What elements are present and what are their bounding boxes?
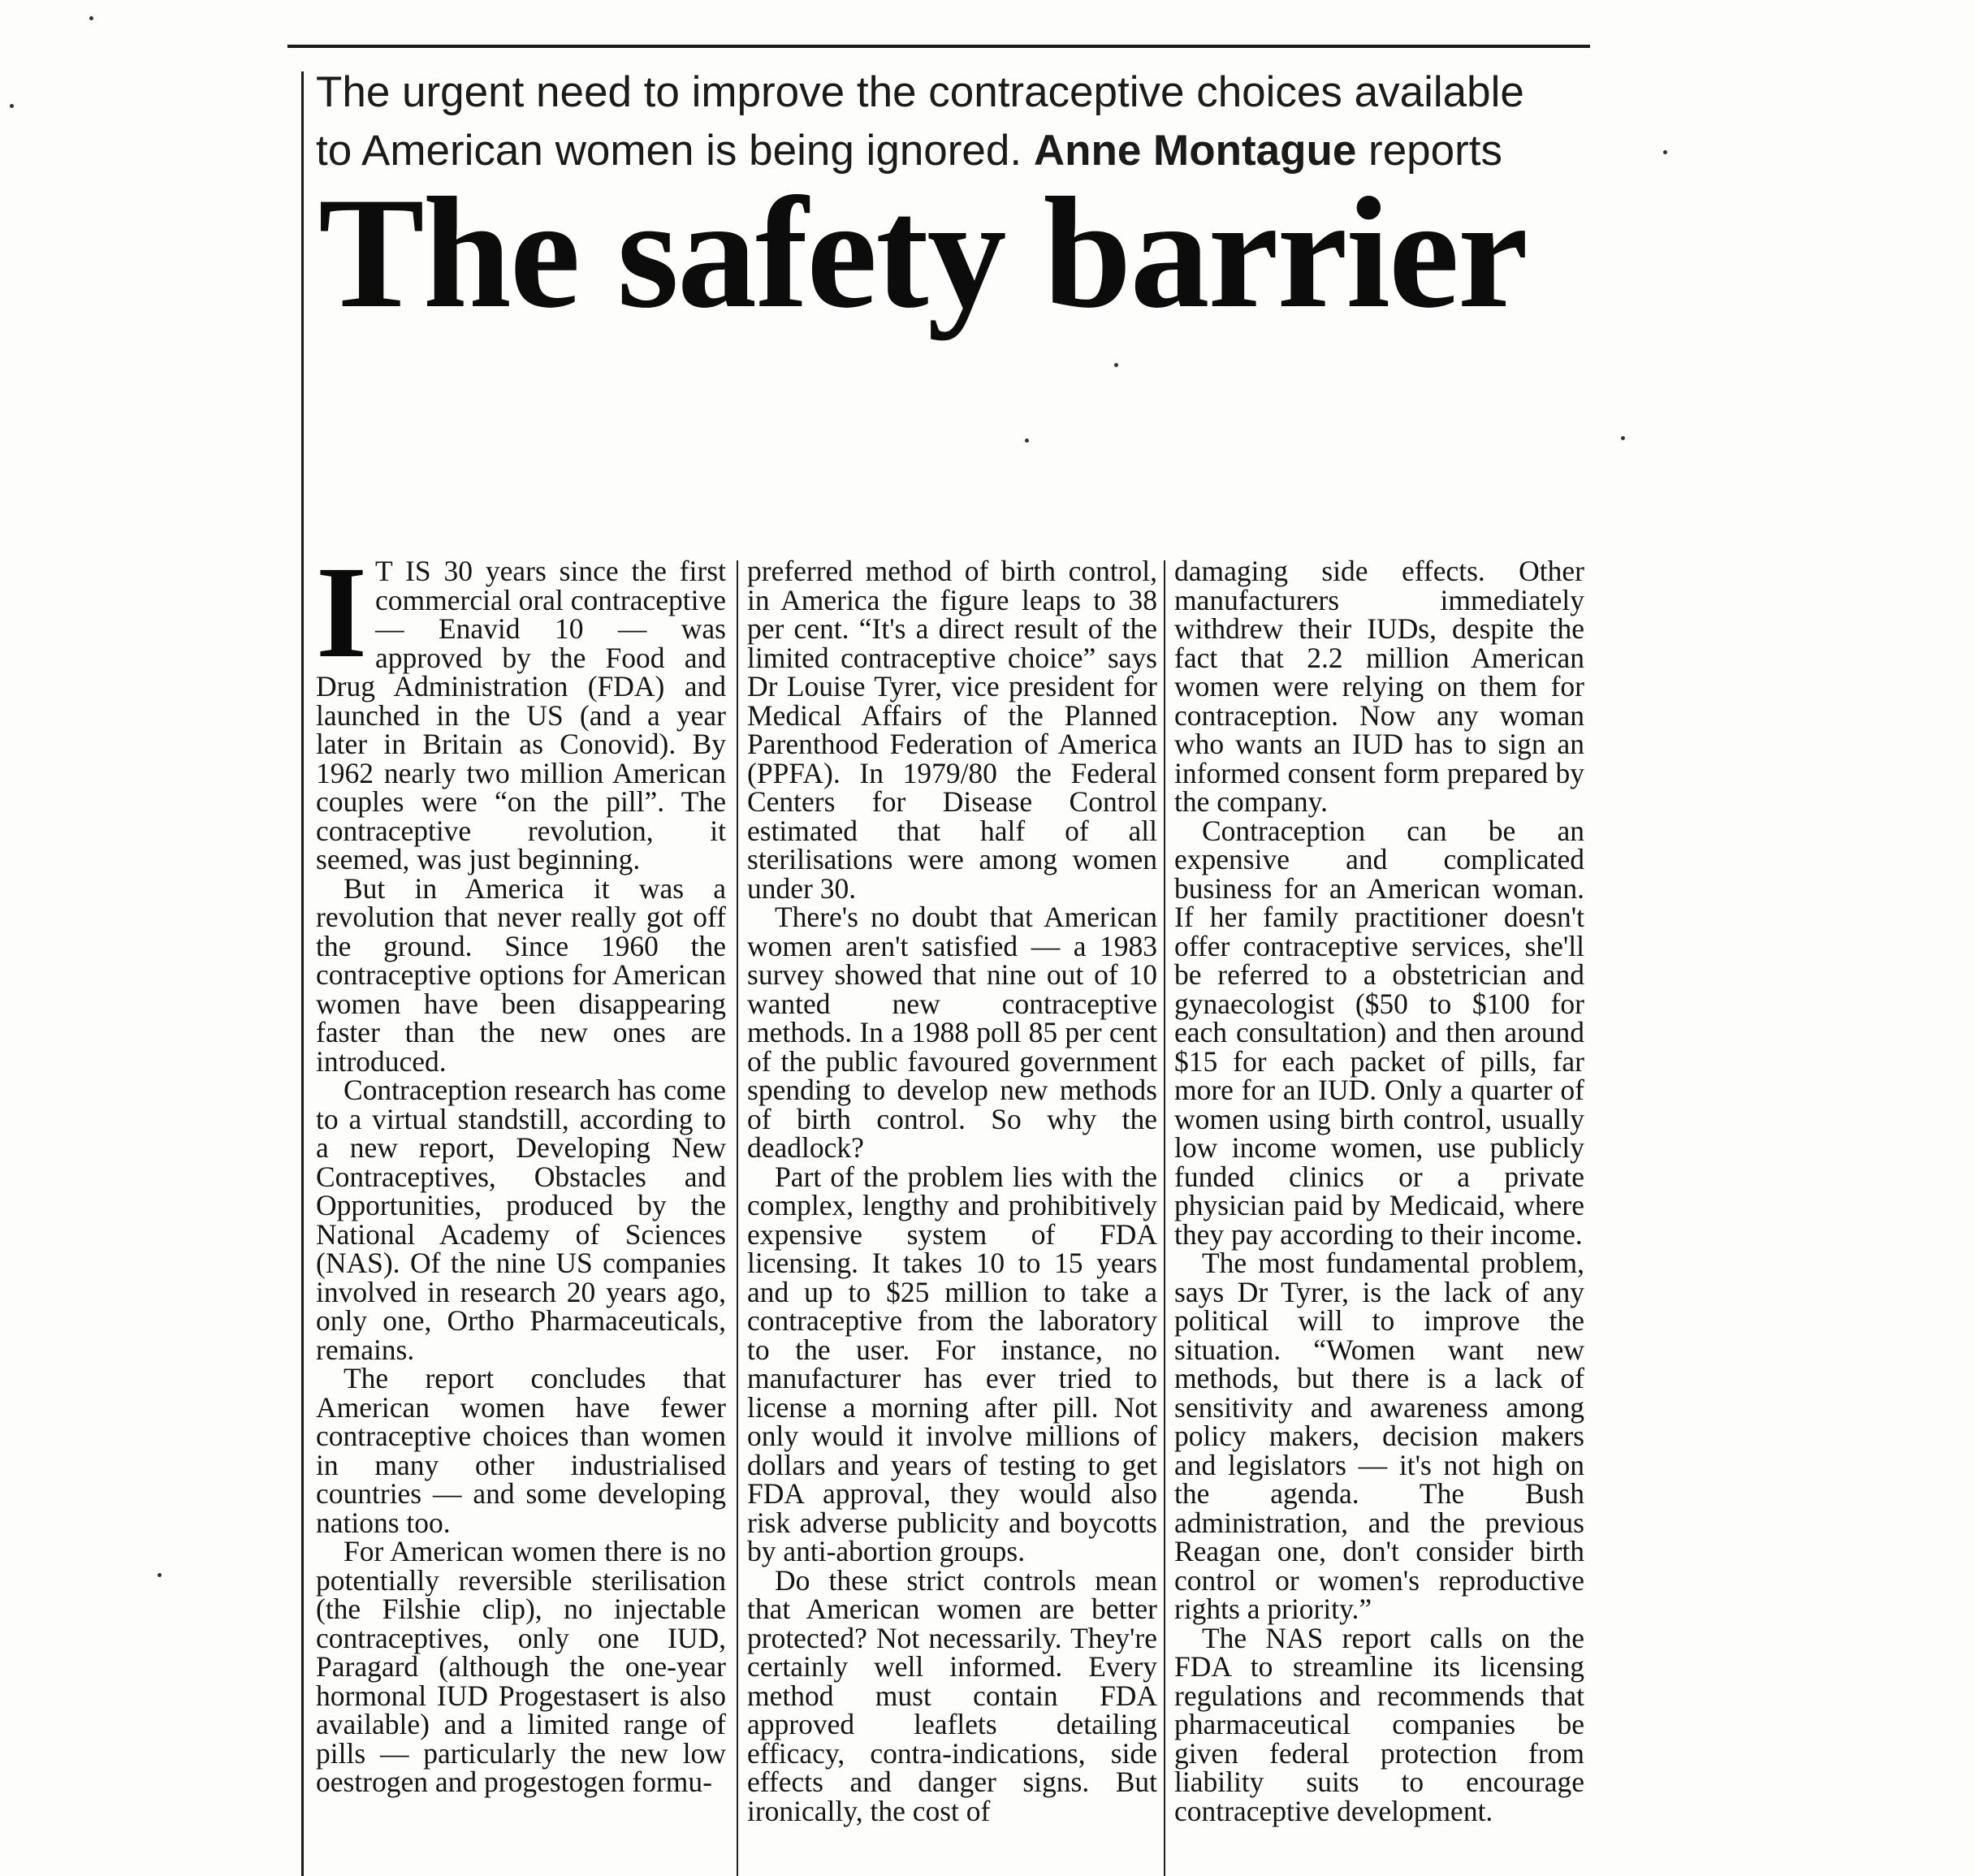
standfirst-line-2-text: to American women is being ignored. [316, 127, 1022, 175]
scan-speck [1114, 363, 1118, 367]
paragraph: The most fundamental problem, says Dr Tyrer, is the lack of any political will to improve the situation. “Women want new methods, but there is a lack of sensitivity and awareness among policy makers, decision makers and legislators — it's not high on the agenda. The Bush administration, and the previous Reagan one, don't consider birth control or women's reproductive rights a priority.” [1174, 1247, 1584, 1625]
top-rule [287, 45, 1590, 48]
headline: The safety barrier [318, 165, 1527, 341]
paragraph: But in America it was a revolution that never really got off the ground. Since 1960 the contraceptive options for American women have been disappearing faster than the new ones are introduced. [316, 871, 726, 1078]
author-byline: Anne Montague [1033, 127, 1357, 175]
scan-speck [1621, 436, 1625, 440]
paragraph: Do these strict controls mean that American women are better protected? Not necessarily. They're certainly well informed. Every method must contain FDA approved leaflets detailing efficacy, contra-indications, side effects and danger signs. But ironically, the cost of [747, 1563, 1157, 1827]
scan-speck [10, 104, 14, 108]
article-column-1 [316, 557, 726, 1876]
left-column-rule [301, 71, 304, 1876]
drop-cap: I [316, 557, 368, 685]
standfirst [316, 63, 1583, 180]
paragraph: Contraception research has come to a virtual standstill, according to a new report, Developing New Contraceptives, Obstacles and Opportunities, produced by the National Academy of Sciences (NAS). Of the nine US companies involved in research 20 years ago, only one, Ortho Pharmaceuticals, remains. [316, 1074, 726, 1366]
scan-speck [89, 16, 93, 20]
scan-speck [1025, 439, 1029, 443]
paragraph: The report concludes that American women have fewer contraceptive choices than women in many other industrialised countries — and some developing nations too. [316, 1362, 726, 1539]
scan-speck [158, 1573, 162, 1577]
paragraph: The NAS report calls on the FDA to streamline its licensing regulations and recommends that pharmaceutical companies be given federal protection from liability suits to encourage contraceptive development. [1174, 1621, 1584, 1827]
paragraph: preferred method of birth control, in America the figure leaps to 38 per cent. “It's a direct result of the limited contraceptive choice” says Dr Louise Tyrer, vice president for Medical Affairs of the Planned Parenthood Federation of America (PPFA). In 1979/80 the Federal Centers for Disease Control estimated that half of all sterilisations were among women under 30. [747, 557, 1157, 905]
paragraph: Contraception can be an expensive and complicated business for an American woman. If her family practitioner doesn't offer contraceptive services, she'll be referred to a obstetrician and gynaecologist ($50 to $100 for each consultation) and then around $15 for each packet of pills, far more for an IUD. Only a quarter of women using birth control, usually low income women, use publicly funded clinics or a private physician paid by Medicaid, where they pay according to their income. [1174, 814, 1584, 1251]
article-column-3 [1174, 557, 1584, 1876]
column-separator-2 [1164, 560, 1165, 1876]
article-column-2 [747, 557, 1157, 1876]
paragraph: damaging side effects. Other manufacturers immediately withdrew their IUDs, despite the fact that 2.2 million American women were relying on them for contraception. Now any woman who wants an IUD has to sign an informed consent form prepared by the company. [1174, 557, 1584, 818]
column-separator-1 [737, 560, 738, 1876]
standfirst-line-1: The urgent need to improve the contraceptive choices available [316, 68, 1524, 116]
paragraph: T IS 30 years since the first commercial oral contraceptive — Enavid 10 — was approved by the Food and Drug Administration (FDA) and launched in the US (and a year later in Britain as Conovid). By 1962 nearly two million American couples were “on the pill”. The contraceptive revolution, it seemed, was just beginning. [316, 557, 726, 875]
paragraph: There's no doubt that American women aren't satisfied — a 1983 survey showed that nine out of 10 wanted new contraceptive methods. In a 1988 poll 85 per cent of the public favoured government spending to develop new methods of birth control. So why the deadlock? [747, 901, 1157, 1164]
paragraph: Part of the problem lies with the complex, lengthy and prohibitively expensive system of FDA licensing. It takes 10 to 15 years and up to $25 million to take a contraceptive from the laboratory to the user. For instance, no manufacturer has ever tried to license a morning after pill. Not only would it involve millions of dollars and years of testing to get FDA approval, they would also risk adverse publicity and boycotts by anti-abortion groups. [747, 1160, 1157, 1567]
paragraph: For American women there is no potentially reversible sterilisation (the Filshie clip), no injectable contraceptives, only one IUD, Paragard (although the one-year hormonal IUD Progestasert is also available) and a limited range of pills — particularly the new low oestrogen and progestogen formu- [316, 1535, 726, 1798]
standfirst-line-2-end: reports [1368, 127, 1502, 175]
scan-speck [1663, 150, 1667, 154]
